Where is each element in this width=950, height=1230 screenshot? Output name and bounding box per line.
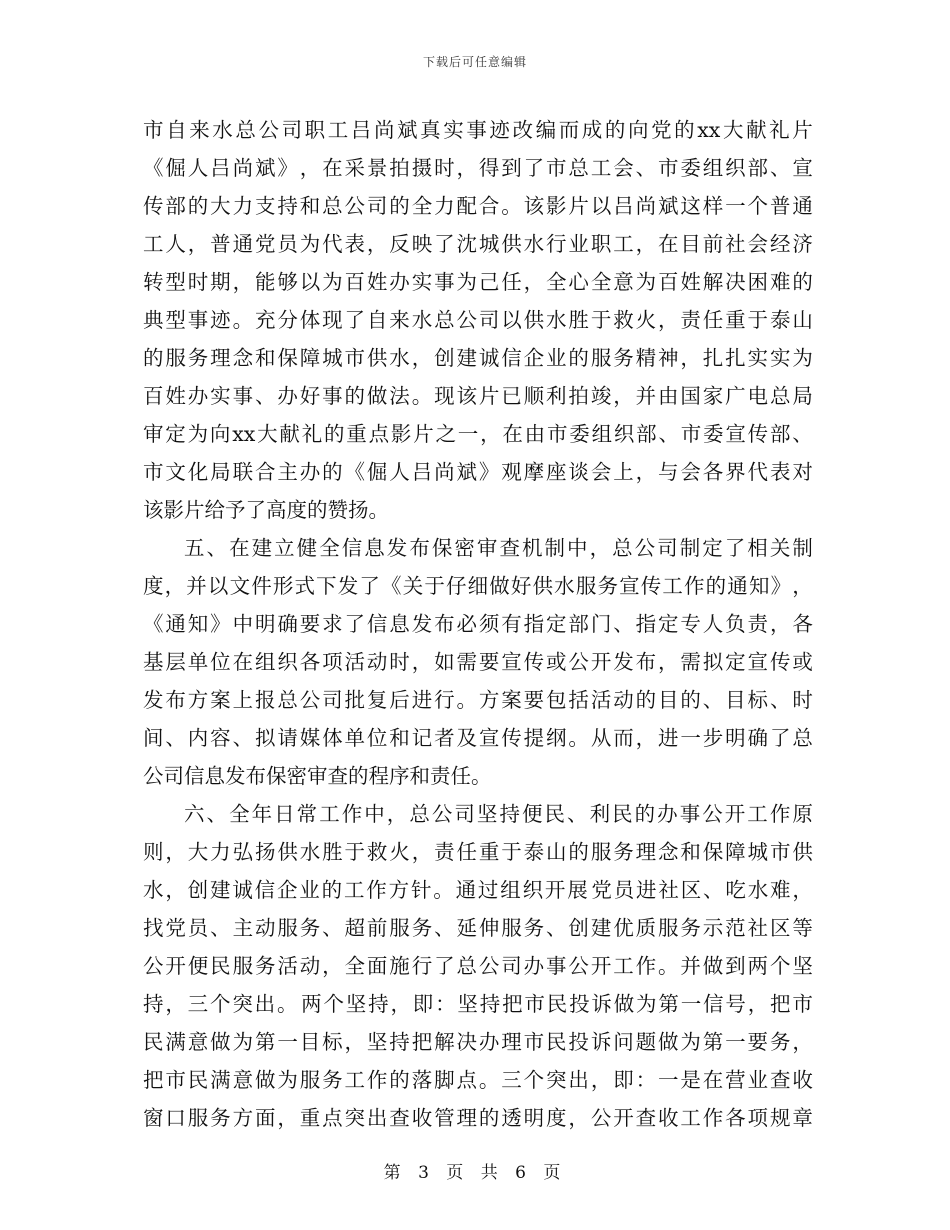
text-line: 民 满 意 做 为 第 一 目 标 ， 坚 持 把 解 决 办 理 市 民 投 诉 问 题 做 为 第 一 要 务 ， [143,1030,813,1054]
text-line: 度 ， 并 以 文 件 形 式 下 发 了 《 关 于 仔 细 做 好 供 水 服 务 宣 传 工 作 的 通 知 》 ， [143,574,813,598]
text-line: 间 、 内 容 、 拟 请 媒 体 单 位 和 记 者 及 宣 传 提 纲 。 从 而 ， 进 一 步 明 确 了 总 [143,726,813,750]
document-body [143,111,813,1137]
text-line: 发 布 方 案 上 报 总 公 司 批 复 后 进 行 。 方 案 要 包 括 活 动 的 目 的 、 目 标 、 时 [143,688,813,712]
text-line: 传 部 的 大 力 支 持 和 总 公 司 的 全 力 配 合 。 该 影 片 以 吕 尚 斌 这 样 一 个 普 通 [143,194,813,218]
text-line: 《 倔 人 吕 尚 斌 》 ， 在 采 景 拍 摄 时 ， 得 到 了 市 总 工 会 、 市 委 组 织 部 、 宣 [143,156,813,180]
text-line: 市 自 来 水 总 公 司 职 工 吕 尚 斌 真 实 事 迹 改 编 而 成 的 向 党 的 xx 大 献 礼 片 [143,118,813,142]
text-line: 找 党 员 、 主 动 服 务 、 超 前 服 务 、 延 伸 服 务 、 创 建 优 质 服 务 示 范 社 区 等 [143,916,813,940]
text-line: 工 人 ， 普 通 党 员 为 代 表 ， 反 映 了 沈 城 供 水 行 业 职 工 ， 在 目 前 社 会 经 济 [143,232,813,256]
text-line: 公司信息发布保密审查的程序和责任。 [143,764,492,788]
text-line: 审 定 为 向 xx 大 献 礼 的 重 点 影 片 之 一 ， 在 由 市 委 组 织 部 、 市 委 宣 传 部 、 [143,422,813,446]
text-line: 六 、 全 年 日 常 工 作 中 ， 总 公 司 坚 持 便 民 、 利 民 的 办 事 公 开 工 作 原 [184,802,813,826]
text-line: 基 层 单 位 在 组 织 各 项 活 动 时 ， 如 需 要 宣 传 或 公 开 发 布 ， 需 拟 定 宣 传 或 [143,650,813,674]
text-line: 水 ， 创 建 诚 信 企 业 的 工 作 方 针 。 通 过 组 织 开 展 党 员 进 社 区 、 吃 水 难 ， [143,878,813,902]
text-line: 的 服 务 理 念 和 保 障 城 市 供 水 ， 创 建 诚 信 企 业 的 服 务 精 神 ， 扎 扎 实 实 为 [143,346,813,370]
text-line: 典 型 事 迹 。 充 分 体 现 了 自 来 水 总 公 司 以 供 水 胜 于 救 火 ， 责 任 重 于 泰 山 [143,308,813,332]
text-line: 则 ， 大 力 弘 扬 供 水 胜 于 救 火 ， 责 任 重 于 泰 山 的 服 务 理 念 和 保 障 城 市 供 [143,840,813,864]
text-line: 五 、 在 建 立 健 全 信 息 发 布 保 密 审 查 机 制 中 ， 总 公 司 制 定 了 相 关 制 [184,536,813,560]
text-line: 持 ， 三 个 突 出 。 两 个 坚 持 ， 即 ： 坚 持 把 市 民 投 诉 做 为 第 一 信 号 ， 把 市 [143,992,813,1016]
text-line: 转 型 时 期 ， 能 够 以 为 百 姓 办 实 事 为 己 任 ， 全 心 全 意 为 百 姓 解 决 困 难 的 [143,270,813,294]
page-number-footer: 第 3 页 共 6 页 [383,1163,567,1183]
text-line: 把 市 民 满 意 做 为 服 务 工 作 的 落 脚 点 。 三 个 突 出 ， 即 ： 一 是 在 营 业 查 收 [143,1068,813,1092]
text-line: 该影片给予了高度的赞扬。 [143,498,389,522]
text-line: 窗 口 服 务 方 面 ， 重 点 突 出 查 收 管 理 的 透 明 度 ， 公 开 查 收 工 作 各 项 规 章 [143,1106,813,1130]
text-line: 《 通 知 》 中 明 确 要 求 了 信 息 发 布 必 须 有 指 定 部 门 、 指 定 专 人 负 责 ， 各 [143,612,813,636]
text-line: 公 开 便 民 服 务 活 动 ， 全 面 施 行 了 总 公 司 办 事 公 开 工 作 。 并 做 到 两 个 坚 [143,954,813,978]
text-line: 百 姓 办 实 事 、 办 好 事 的 做 法 。 现 该 片 已 顺 利 拍 竣 ， 并 由 国 家 广 电 总 局 [143,384,813,408]
text-line: 市 文 化 局 联 合 主 办 的 《 倔 人 吕 尚 斌 》 观 摩 座 谈 会 上 ， 与 会 各 界 代 表 对 [143,460,813,484]
page-header: 下载后可任意编辑 [422,55,527,69]
